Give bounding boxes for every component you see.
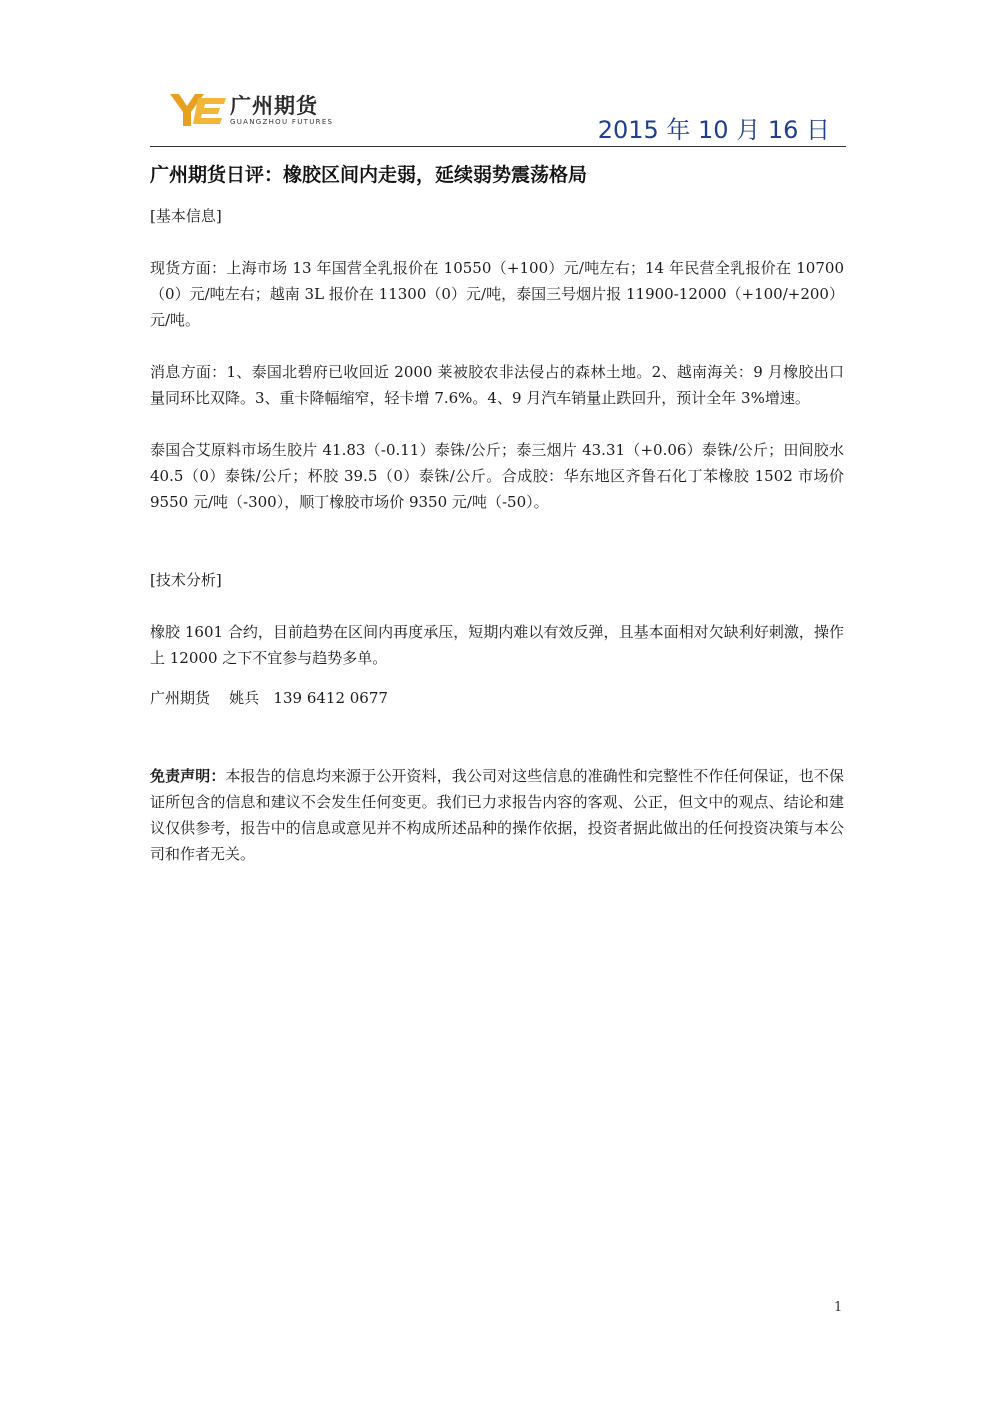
- analyst-signature: [150, 685, 844, 711]
- spacer: [150, 711, 844, 763]
- disclaimer-text: 本报告的信息均来源于公开资料，我公司对这些信息的准确性和完整性不作任何保证，也不保证所包含的信息和建议不会发生任何变更。我们已力求报告内容的客观、公正，但文中的观点、结论和建议仅供参考，报告中的信息或意见并不构成所述品种的操作依据，投资者据此做出的任何投资决策与本公司和作者无关。: [150, 767, 844, 863]
- disclaimer-paragraph: [150, 763, 844, 867]
- spacer: [150, 593, 844, 619]
- spacer: [150, 229, 844, 255]
- page-header: [150, 82, 846, 148]
- basic-info-heading: [基本信息]: [150, 207, 222, 225]
- spacer: [150, 333, 844, 359]
- page-number: 1: [834, 1300, 843, 1315]
- guangzhou-futures-logo-icon: [170, 88, 226, 130]
- logo-english-name: GUANGZHOU FUTURES: [230, 118, 334, 126]
- news-paragraph: 消息方面：1、泰国北碧府已收回近 2000 莱被胶农非法侵占的森林土地。2、越南海关：9 月橡胶出口量同环比双降。3、重卡降幅缩窄，轻卡增 7.6%。4、9 月汽车销量止跌回升，预计全年 3%增速。: [150, 363, 844, 407]
- logo-chinese-name: 广州期货: [230, 94, 318, 118]
- technical-analysis-paragraph: 橡胶 1601 合约，目前趋势在区间内再度承压，短期内难以有效反弹，且基本面相对欠缺利好刺激，操作上 12000 之下不宜参与趋势多单。: [150, 623, 844, 667]
- report-body: [150, 160, 844, 867]
- company-logo: [170, 88, 360, 130]
- spot-market-paragraph: 现货方面：上海市场 13 年国营全乳报价在 10550（+100）元/吨左右；14 年民营全乳报价在 10700（0）元/吨左右；越南 3L 报价在 11300（0）元/吨，泰国三号烟片报 11900-12000（+100/+200）元/吨。: [150, 259, 844, 329]
- disclaimer-label: 免责声明：: [150, 767, 226, 785]
- thai-market-paragraph: 泰国合艾原料市场生胶片 41.83（-0.11）泰铢/公斤；泰三烟片 43.31（+0.06）泰铢/公斤；田间胶水 40.5（0）泰铢/公斤；杯胶 39.5（0）泰铢/公斤。合成胶：华东地区齐鲁石化丁苯橡胶 1502 市场价 9550 元/吨（-300），顺丁橡胶市场价 9350 元/吨（-50）。: [150, 441, 844, 511]
- technical-analysis-heading: [技术分析]: [150, 571, 222, 589]
- report-title: 广州期货日评：橡胶区间内走弱，延续弱势震荡格局: [150, 164, 588, 186]
- spacer: [150, 515, 844, 567]
- signature-company: 广州期货: [150, 689, 211, 707]
- header-divider: [150, 146, 846, 147]
- spacer: [150, 411, 844, 437]
- spacer: [150, 671, 844, 685]
- report-date: 2015 年 10 月 16 日: [597, 116, 830, 144]
- signature-phone: 139 6412 0677: [273, 689, 388, 707]
- signature-analyst: 姚兵: [229, 689, 260, 707]
